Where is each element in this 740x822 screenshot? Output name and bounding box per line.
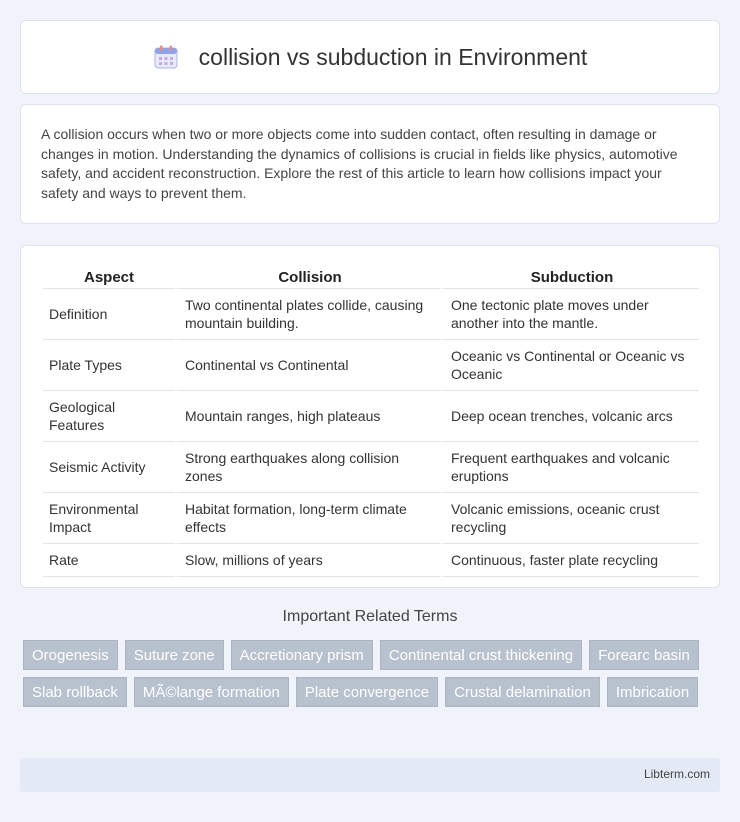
table-cell: Strong earthquakes along collision zones	[175, 441, 441, 492]
table-cell: Seismic Activity	[43, 441, 175, 492]
table-cell: One tectonic plate moves under another into the mantle.	[441, 288, 699, 339]
header-card	[20, 20, 720, 94]
table-header-row	[43, 266, 699, 288]
intro-text: A collision occurs when two or more objects come into sudden contact, often resulting in damage or changes in motion. Understanding the dynamics of collisions is crucial in fields like physics, automotive safety, and accident reconstruction. Explore the rest of this article to learn how collisions impact your safety and ways to prevent them.	[41, 126, 678, 201]
related-terms-list	[23, 640, 713, 707]
page-title: collision vs subduction in Environment	[198, 43, 588, 70]
related-terms-title: Important Related Terms	[282, 608, 458, 625]
table-cell: Volcanic emissions, oceanic crust recycling	[441, 492, 699, 543]
table-cell: Frequent earthquakes and volcanic eruptions	[441, 441, 699, 492]
table-cell: Slow, millions of years	[175, 543, 441, 577]
related-term-tag[interactable]: Imbrication	[607, 677, 698, 707]
table-cell: Geological Features	[43, 390, 175, 441]
related-term-tag[interactable]: MÃ©lange formation	[134, 677, 289, 707]
header-aspect: Aspect	[83, 269, 135, 286]
related-term-tag[interactable]: Slab rollback	[23, 677, 127, 707]
comparison-table	[43, 266, 699, 577]
table-cell: Oceanic vs Continental or Oceanic vs Oceanic	[441, 339, 699, 390]
calendar-icon	[153, 44, 179, 70]
table-cell: Two continental plates collide, causing mountain building.	[175, 288, 441, 339]
table-cell: Mountain ranges, high plateaus	[175, 390, 441, 441]
table-row	[43, 339, 699, 390]
table-row	[43, 288, 699, 339]
table-row	[43, 441, 699, 492]
comparison-table-card	[20, 245, 720, 588]
table-row	[43, 543, 699, 577]
table-cell: Continuous, faster plate recycling	[441, 543, 699, 577]
table-row	[43, 492, 699, 543]
table-cell: Definition	[43, 288, 175, 339]
related-term-tag[interactable]: Crustal delamination	[445, 677, 600, 707]
related-term-tag[interactable]: Forearc basin	[589, 640, 699, 670]
related-term-tag[interactable]: Orogenesis	[23, 640, 118, 670]
related-term-tag[interactable]: Accretionary prism	[231, 640, 373, 670]
related-term-tag[interactable]: Suture zone	[125, 640, 224, 670]
related-term-tag[interactable]: Continental crust thickening	[380, 640, 582, 670]
footer	[20, 758, 720, 792]
header-collision: Collision	[175, 266, 441, 288]
footer-site-link[interactable]: Libterm.com	[643, 767, 710, 781]
table-cell: Rate	[43, 543, 175, 577]
table-cell: Continental vs Continental	[175, 339, 441, 390]
table-cell: Deep ocean trenches, volcanic arcs	[441, 390, 699, 441]
related-term-tag[interactable]: Plate convergence	[296, 677, 438, 707]
table-cell: Plate Types	[43, 339, 175, 390]
table-cell: Environmental Impact	[43, 492, 175, 543]
intro-card	[20, 104, 720, 224]
header-subduction: Subduction	[441, 266, 699, 288]
table-row	[43, 390, 699, 441]
table-cell: Habitat formation, long-term climate effects	[175, 492, 441, 543]
